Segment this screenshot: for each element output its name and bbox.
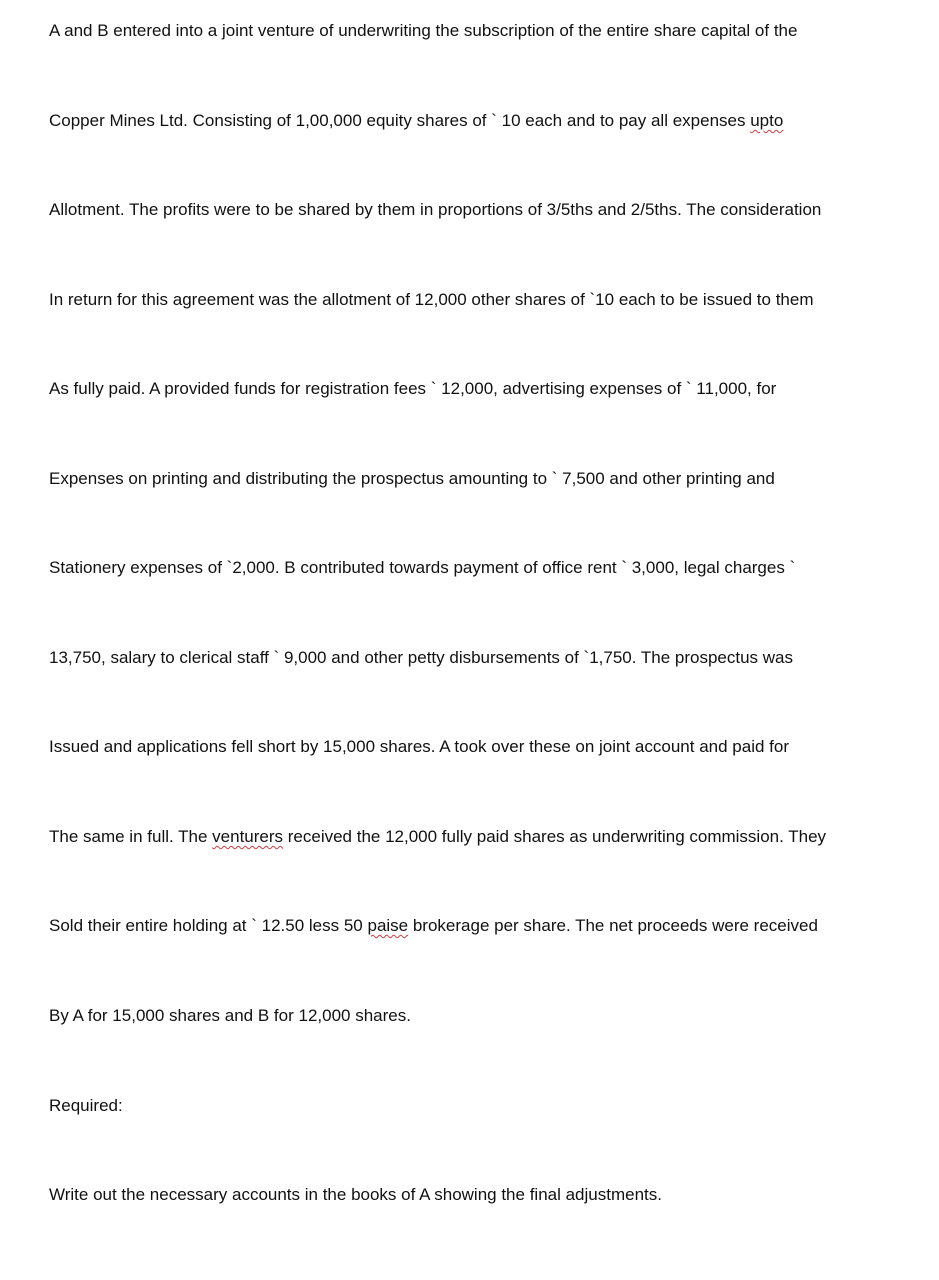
spellcheck-flagged-word[interactable]: paise <box>367 916 409 935</box>
instruction-line: Write out the necessary accounts in the books of A showing the final adjustments. <box>49 1185 662 1204</box>
paragraph-line-12: By A for 15,000 shares and B for 12,000 shares. <box>49 1006 411 1025</box>
spellcheck-flagged-word[interactable]: venturers <box>212 827 284 846</box>
paragraph-line-5: As fully paid. A provided funds for registration fees ` 12,000, advertising expenses of ` 11,000, for <box>49 379 777 398</box>
line-11-text-end: brokerage per share. The net proceeds were received <box>408 916 818 935</box>
paragraph-line-1: A and B entered into a joint venture of underwriting the subscription of the entire share capital of the <box>49 21 798 40</box>
paragraph-line-4: In return for this agreement was the allotment of 12,000 other shares of `10 each to be issued to them <box>49 290 814 309</box>
line-2-text: Copper Mines Ltd. Consisting of 1,00,000 equity shares of ` 10 each and to pay all expenses <box>49 111 751 130</box>
required-heading: Required: <box>49 1096 123 1115</box>
paragraph-line-2 <box>49 110 783 132</box>
paragraph-line-7: Stationery expenses of `2,000. B contributed towards payment of office rent ` 3,000, legal charges ` <box>49 558 796 577</box>
paragraph-line-10 <box>49 826 826 848</box>
line-11-text: Sold their entire holding at ` 12.50 less 50 <box>49 916 368 935</box>
paragraph-line-3: Allotment. The profits were to be shared by them in proportions of 3/5ths and 2/5ths. The consideration <box>49 200 822 219</box>
paragraph-line-6: Expenses on printing and distributing the prospectus amounting to ` 7,500 and other printing and <box>49 469 775 488</box>
paragraph-line-9: Issued and applications fell short by 15,000 shares. A took over these on joint account and paid for <box>49 737 789 756</box>
spellcheck-flagged-word[interactable]: upto <box>750 111 784 130</box>
paragraph-line-11 <box>49 915 818 937</box>
line-10-text-end: received the 12,000 fully paid shares as underwriting commission. They <box>283 827 827 846</box>
paragraph-line-8: 13,750, salary to clerical staff ` 9,000 and other petty disbursements of `1,750. The prospectus was <box>49 648 794 667</box>
line-10-text: The same in full. The <box>49 827 213 846</box>
